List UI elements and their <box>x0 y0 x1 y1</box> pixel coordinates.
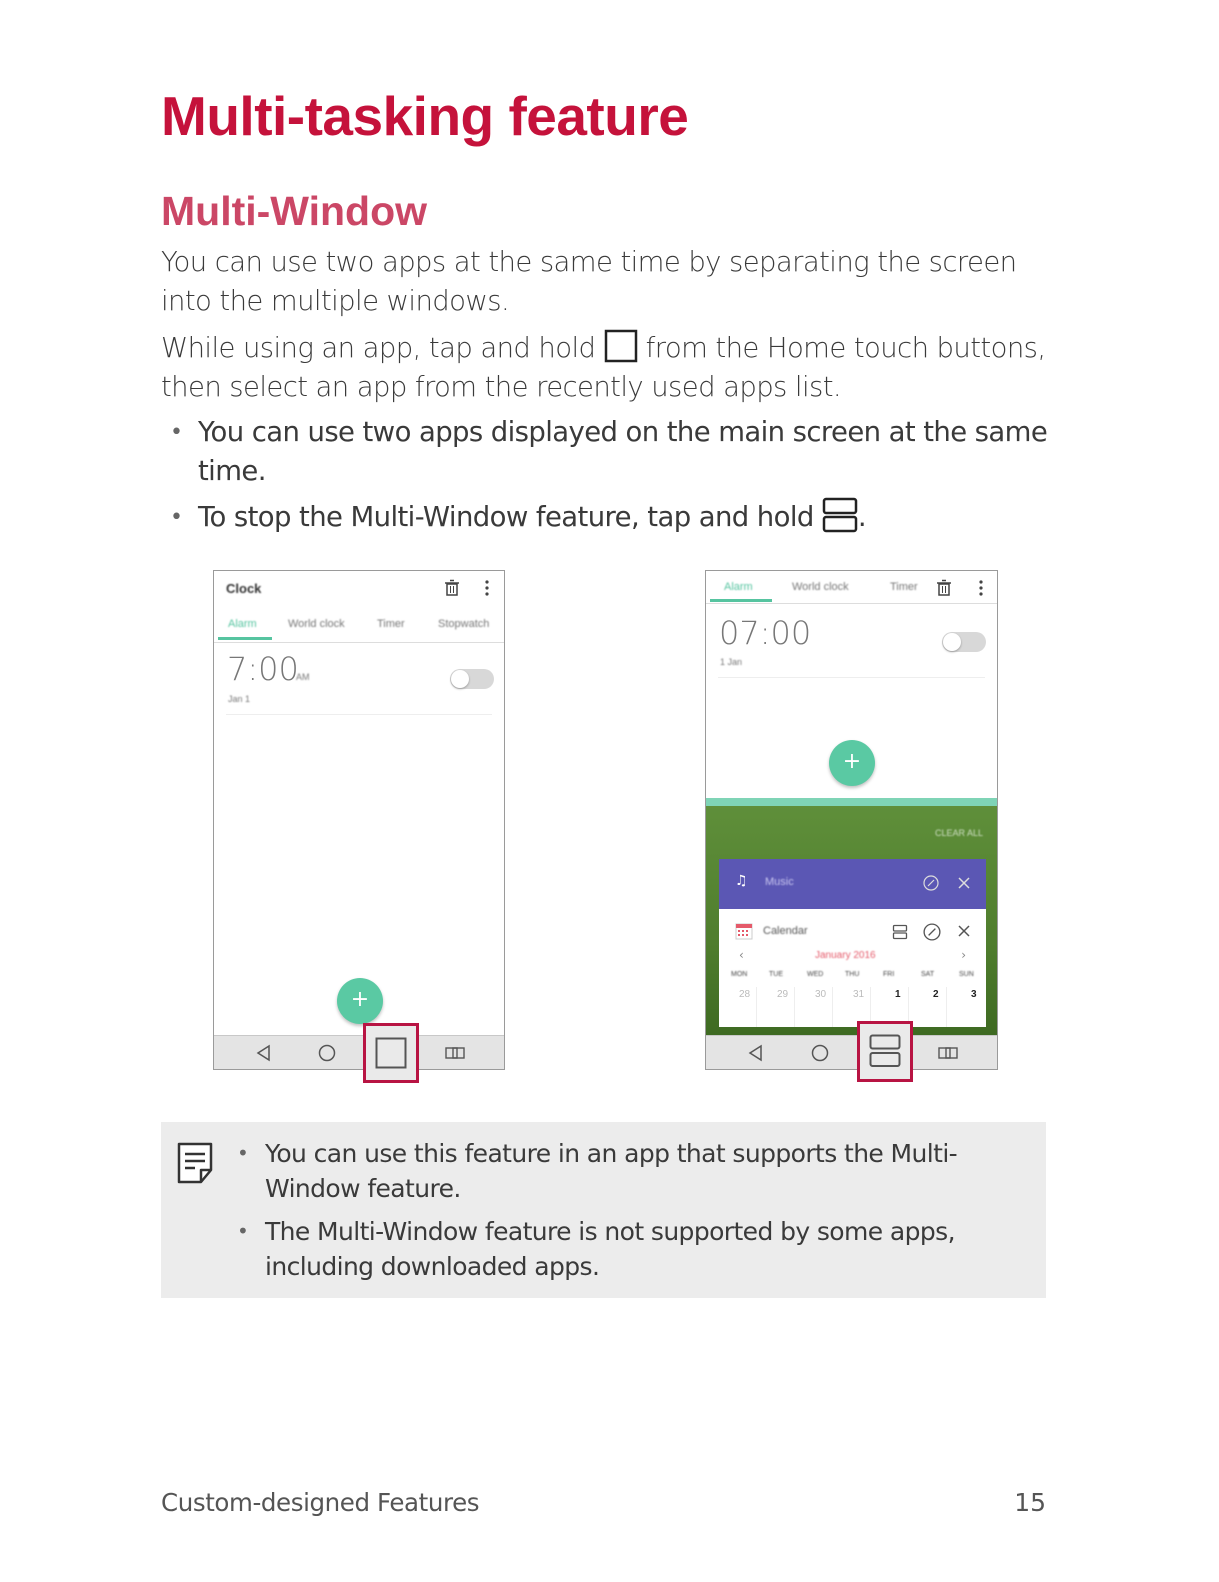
bullet-dot: • <box>237 1141 249 1165</box>
tab-world-clock[interactable]: World clock <box>792 581 849 593</box>
alarm-toggle[interactable] <box>450 669 494 689</box>
alarm-date: 1 Jan <box>720 657 743 667</box>
note-text: The Multi-Window feature is not supported by some apps, including downloaded apps. <box>265 1217 955 1281</box>
calendar-icon <box>735 922 753 940</box>
weekday-label: WED <box>807 971 824 978</box>
date-cell[interactable]: 30 <box>815 989 827 1000</box>
tab-timer[interactable]: Timer <box>377 618 405 630</box>
recent-apps-window <box>706 806 997 1035</box>
date-cell[interactable]: 31 <box>853 989 865 1000</box>
home-icon[interactable] <box>810 1043 830 1063</box>
add-alarm-button[interactable]: + <box>829 740 875 786</box>
bullet-text <box>198 498 1050 537</box>
tab-divider <box>706 603 997 604</box>
date-row <box>719 987 986 1027</box>
grid-line <box>756 987 757 1027</box>
navigation-bar <box>706 1035 997 1069</box>
home-icon[interactable] <box>317 1043 337 1063</box>
back-icon[interactable] <box>746 1043 766 1063</box>
delete-icon[interactable] <box>936 579 952 597</box>
alarm-ampm: AM <box>296 672 310 682</box>
recent-apps-icon <box>604 329 638 363</box>
note-item <box>237 1136 1027 1206</box>
delete-icon[interactable] <box>444 579 460 597</box>
date-cell[interactable]: 2 <box>933 989 939 1000</box>
bullet-text-before: To stop the Multi-Window feature, tap and hold <box>198 501 822 533</box>
alarm-toggle[interactable] <box>942 632 986 652</box>
weekday-label: MON <box>731 971 748 978</box>
weekday-row <box>719 971 986 983</box>
note-item <box>237 1214 1027 1284</box>
back-icon[interactable] <box>254 1043 274 1063</box>
split-window-icon[interactable] <box>892 924 908 940</box>
instruction-text-before: While using an app, tap and hold <box>161 332 604 364</box>
dual-window-icon[interactable] <box>445 1043 465 1063</box>
intro-paragraph: You can use two apps at the same time by separating the screen into the multiple windows. <box>161 246 1017 317</box>
bullet-dot: • <box>170 420 183 445</box>
next-month-icon[interactable]: › <box>961 948 966 962</box>
app-title: Clock <box>226 581 262 596</box>
bullet-item <box>170 413 1050 491</box>
calendar-month: January 2016 <box>815 950 876 961</box>
tab-alarm[interactable]: Alarm <box>724 581 753 593</box>
pin-icon[interactable] <box>923 875 939 891</box>
weekday-label: SUN <box>959 971 974 978</box>
date-cell[interactable]: 28 <box>739 989 751 1000</box>
tab-underline <box>710 599 772 602</box>
grid-line <box>794 987 795 1027</box>
weekday-label: THU <box>845 971 860 978</box>
music-card[interactable] <box>719 859 986 909</box>
tab-alarm[interactable]: Alarm <box>228 618 257 630</box>
bullet-text: You can use two apps displayed on the main screen at the same time. <box>198 416 1048 487</box>
grid-line <box>946 987 947 1027</box>
more-icon[interactable] <box>978 579 984 597</box>
bullet-item <box>170 498 1050 537</box>
tab-stopwatch[interactable]: Stopwatch <box>438 618 490 630</box>
multi-window-screenshot <box>705 570 998 1070</box>
page-title: Multi-tasking feature <box>161 85 689 147</box>
date-cell[interactable]: 29 <box>777 989 789 1000</box>
split-window-icon <box>869 1034 901 1068</box>
clock-app-screenshot <box>213 570 505 1070</box>
alarm-time: 7:00 <box>227 650 299 688</box>
split-window-icon <box>822 497 858 533</box>
navigation-bar <box>214 1035 504 1069</box>
recent-apps-icon <box>375 1037 407 1069</box>
pin-icon[interactable] <box>923 923 941 941</box>
tab-underline <box>218 637 272 640</box>
tab-timer[interactable]: Timer <box>890 581 918 593</box>
alarm-divider <box>718 677 985 678</box>
section-title: Multi-Window <box>161 188 428 234</box>
clear-all-button[interactable]: CLEAR ALL <box>934 828 983 838</box>
dual-window-icon[interactable] <box>938 1043 958 1063</box>
alarm-time: 07:00 <box>719 614 812 652</box>
note-icon <box>175 1140 217 1186</box>
instruction-text-after: from the Home touch buttons, then select an app from the recently used apps list. <box>161 332 1046 403</box>
recent-apps-highlight[interactable] <box>363 1023 419 1083</box>
weekday-label: TUE <box>769 971 783 978</box>
add-alarm-button[interactable]: + <box>337 978 383 1024</box>
page-number: 15 <box>1014 1488 1046 1517</box>
weekday-label: FRI <box>883 971 895 978</box>
calendar-card[interactable] <box>719 909 986 1027</box>
music-icon: ♫ <box>735 873 748 889</box>
footer-section-title: Custom-designed Features <box>161 1488 480 1517</box>
alarm-date: Jan 1 <box>228 694 251 704</box>
prev-month-icon[interactable]: ‹ <box>739 948 744 962</box>
tab-world-clock[interactable]: World clock <box>288 618 345 630</box>
instruction-paragraph <box>161 329 1061 407</box>
date-cell[interactable]: 3 <box>971 989 977 1000</box>
bullet-dot: • <box>237 1219 249 1243</box>
alarm-divider <box>226 714 492 715</box>
bullet-dot: • <box>170 505 183 530</box>
split-window-highlight[interactable] <box>857 1021 913 1082</box>
calendar-card-title: Calendar <box>763 925 808 937</box>
note-text: You can use this feature in an app that supports the Multi-Window feature. <box>265 1139 958 1203</box>
more-icon[interactable] <box>484 579 490 597</box>
grid-line <box>832 987 833 1027</box>
note-box <box>161 1122 1046 1298</box>
weekday-label: SAT <box>921 971 935 978</box>
close-icon[interactable] <box>957 924 971 938</box>
tab-divider <box>214 642 504 643</box>
close-icon[interactable] <box>957 876 971 890</box>
bullet-text-after: . <box>857 501 867 533</box>
date-cell[interactable]: 1 <box>895 989 901 1000</box>
music-card-title: Music <box>765 876 794 888</box>
